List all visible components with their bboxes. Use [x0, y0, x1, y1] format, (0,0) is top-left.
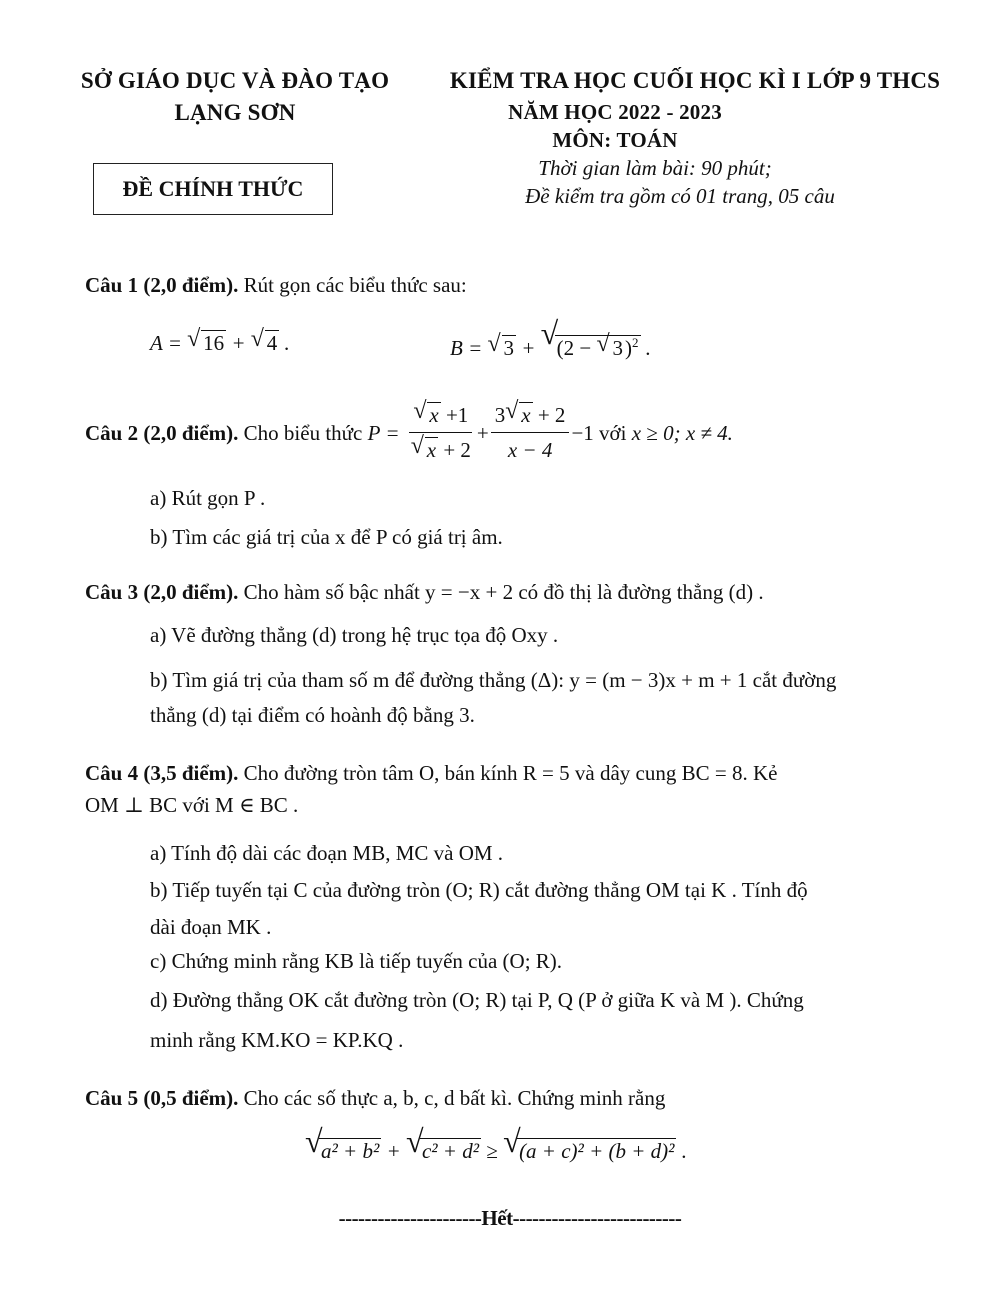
question-5-text: Cho các số thực a, b, c, d bất kì. Chứng minh rằng	[238, 1086, 666, 1110]
question-2	[85, 400, 965, 465]
plus-sign: +	[226, 331, 251, 355]
exam-title: KIỂM TRA HỌC CUỐI HỌC KÌ I LỚP 9 THCS	[449, 68, 941, 93]
inequality	[305, 1136, 687, 1166]
question-4-line2: OM ⊥ BC với M ∈ BC .	[85, 793, 299, 817]
end-mark: ----------------------Hết--------------------------	[338, 1206, 682, 1230]
fraction-1	[407, 400, 475, 465]
question-4-label: Câu 4 (3,5 điểm).	[85, 761, 239, 785]
num-coef: 3	[494, 403, 506, 427]
geq-sign: ≥	[481, 1139, 504, 1163]
inner-radicand: 3	[612, 336, 624, 360]
P-prefix: P =	[367, 420, 405, 445]
fraction-2	[491, 400, 570, 465]
plus-sign: +	[476, 420, 489, 445]
with-word: với	[593, 420, 632, 445]
question-2-label: Câu 2 (2,0 điểm).	[85, 420, 239, 445]
question-4b-line1: b) Tiếp tuyến tại C của đường tròn (O; R) cắt đường thẳng OM tại K . Tính độ	[150, 878, 808, 902]
sqrt-4	[251, 328, 280, 358]
question-5-label: Câu 5 (0,5 điểm).	[85, 1086, 239, 1110]
expression-B	[450, 328, 651, 363]
inner-sqrt-3	[597, 333, 626, 363]
province-name: LẠNG SƠN	[174, 100, 296, 125]
question-4a: a) Tính độ dài các đoạn MB, MC và OM .	[150, 841, 504, 865]
question-4c: c) Chứng minh rằng KB là tiếp tuyến của (O; R).	[150, 949, 563, 973]
radicand-4: 4	[266, 331, 278, 355]
question-3-label: Câu 3 (2,0 điểm).	[85, 580, 239, 604]
question-4d-line1: d) Đường thẳng OK cắt đường tròn (O; R) tại P, Q (P ở giữa K và M ). Chứng	[150, 988, 804, 1012]
sqrt-rhs	[503, 1136, 676, 1166]
question-1-text: Rút gọn các biểu thức sau:	[238, 273, 467, 297]
question-3-text: Cho hàm số bậc nhất y = −x + 2 có đồ thị là đường thẳng (d) .	[238, 580, 764, 604]
sqrt-lhs1	[305, 1136, 381, 1166]
official-exam-label: ĐỀ CHÍNH THỨC	[122, 176, 304, 201]
plus-sign: +	[516, 336, 541, 360]
question-4	[85, 758, 965, 788]
radicand-3: 3	[503, 336, 514, 360]
sqrt-x	[413, 400, 440, 430]
school-year: NĂM HỌC 2022 - 2023	[508, 100, 722, 124]
inner-start: (2 −	[556, 336, 597, 360]
question-3	[85, 577, 965, 607]
sqrt-squared	[541, 328, 641, 363]
plus-sign: +	[381, 1139, 406, 1163]
sqrt-3	[488, 333, 517, 363]
time-note: Thời gian làm bài: 90 phút;	[538, 156, 772, 180]
condition: x ≥ 0; x ≠ 4.	[631, 420, 733, 445]
num-tail: + 2	[532, 403, 566, 427]
question-1	[85, 270, 945, 300]
page-note: Đề kiểm tra gồm có 01 trang, 05 câu	[525, 184, 835, 208]
exponent-2: 2	[632, 335, 639, 350]
num-tail: +1	[440, 403, 469, 427]
lhs1-radicand: a² + b²	[321, 1139, 380, 1163]
radicand-x: x	[429, 403, 439, 427]
den-tail: + 2	[438, 438, 471, 462]
official-exam-box	[93, 163, 333, 215]
question-1-label: Câu 1 (2,0 điểm).	[85, 273, 239, 297]
lhs2-radicand: c² + d²	[421, 1139, 480, 1163]
department-name: SỞ GIÁO DỤC VÀ ĐÀO TẠO	[80, 68, 390, 93]
radicand-x: x	[521, 403, 531, 427]
sqrt-16	[187, 328, 226, 358]
sqrt-lhs2	[406, 1136, 481, 1166]
question-3a: a) Vẽ đường thẳng (d) trong hệ trục tọa độ Oxy .	[150, 623, 559, 647]
expr-B-prefix: B =	[450, 336, 488, 360]
minus-one: −1	[571, 420, 594, 445]
den-x-minus-4: x − 4	[507, 438, 553, 462]
question-2b: b) Tìm các giá trị của x để P có giá trị âm.	[150, 525, 503, 549]
expr-A-end: .	[279, 331, 290, 355]
question-4d-line2: minh rằng KM.KO = KP.KQ .	[150, 1028, 404, 1052]
question-5	[85, 1083, 965, 1113]
sqrt-x	[411, 435, 438, 465]
inner-end: )	[625, 336, 633, 360]
question-4b-line2: dài đoạn MK .	[150, 915, 272, 939]
sqrt-x	[505, 400, 532, 430]
inequality-end: .	[676, 1139, 687, 1163]
subject: MÔN: TOÁN	[552, 128, 678, 152]
expression-A	[150, 328, 290, 358]
radicand-x: x	[426, 438, 437, 462]
question-3b-line2: thẳng (d) tại điểm có hoành độ bằng 3.	[150, 703, 475, 727]
expr-A-prefix: A =	[150, 331, 188, 355]
question-2a: a) Rút gọn P .	[150, 486, 266, 510]
expr-B-end: .	[640, 336, 652, 360]
radicand-16: 16	[203, 331, 225, 355]
question-3b-line1: b) Tìm giá trị của tham số m để đường thẳng (Δ): y = (m − 3)x + m + 1 cắt đường	[150, 668, 837, 692]
question-2-text: Cho biểu thức	[238, 420, 368, 445]
question-4-text: Cho đường tròn tâm O, bán kính R = 5 và dây cung BC = 8. Kẻ	[238, 761, 778, 785]
rhs-radicand: (a + c)² + (b + d)²	[519, 1139, 675, 1163]
